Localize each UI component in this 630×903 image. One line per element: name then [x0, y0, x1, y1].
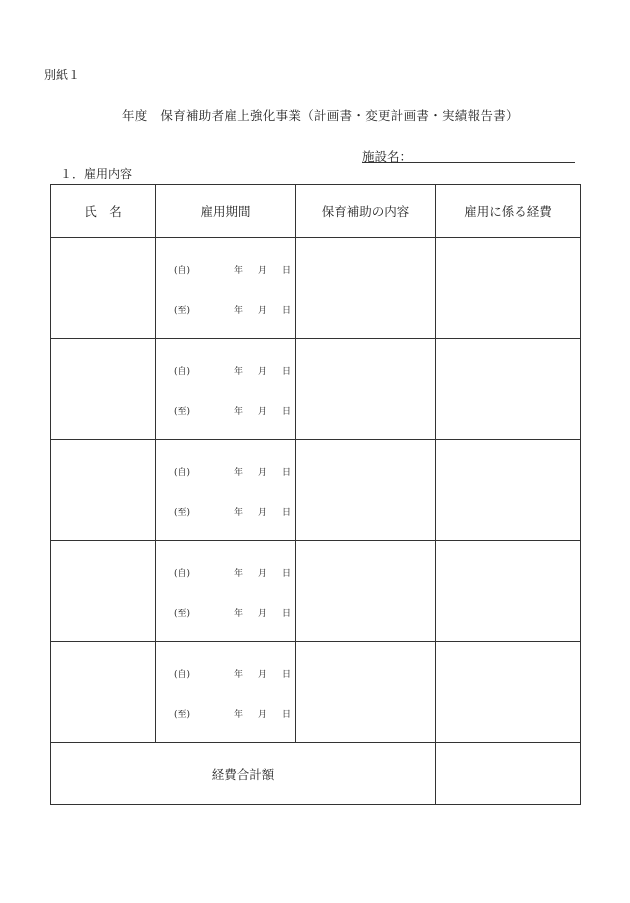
table-row — [51, 642, 581, 743]
period-to-month: 月 — [258, 710, 268, 720]
period-to-year: 年 — [234, 710, 244, 720]
header-period: 雇用期間 — [156, 185, 296, 238]
period-to-year: 年 — [234, 306, 244, 316]
period-to-year: 年 — [234, 609, 244, 619]
table-header-row — [51, 185, 581, 238]
employment-period-cell[interactable] — [156, 440, 296, 541]
period-from-year: 年 — [234, 670, 244, 680]
employee-name-cell[interactable] — [51, 339, 156, 440]
employment-cost-cell[interactable] — [436, 238, 581, 339]
employment-period-cell[interactable] — [156, 642, 296, 743]
period-to-month: 月 — [258, 306, 268, 316]
period-from-marker: (自) — [174, 569, 191, 579]
assistance-content-cell[interactable] — [296, 238, 436, 339]
period-block — [156, 238, 295, 338]
employee-name-cell[interactable] — [51, 440, 156, 541]
table-row — [51, 238, 581, 339]
employee-name-cell[interactable] — [51, 642, 156, 743]
period-block — [156, 642, 295, 742]
period-block — [156, 440, 295, 540]
period-block — [156, 339, 295, 439]
header-name: 氏 名 — [51, 185, 156, 238]
period-from-month: 月 — [258, 367, 268, 377]
employment-cost-cell[interactable] — [436, 541, 581, 642]
period-from-year: 年 — [234, 367, 244, 377]
period-from-day: 日 — [282, 367, 292, 377]
total-row — [51, 743, 581, 805]
period-from-day: 日 — [282, 569, 292, 579]
period-to-month: 月 — [258, 407, 268, 417]
assistance-content-cell[interactable] — [296, 642, 436, 743]
period-from-marker: (自) — [174, 670, 191, 680]
employment-table — [50, 184, 581, 805]
employment-period-cell[interactable] — [156, 238, 296, 339]
header-content: 保育補助の内容 — [296, 185, 436, 238]
table-row — [51, 541, 581, 642]
assistance-content-cell[interactable] — [296, 440, 436, 541]
employee-name-cell[interactable] — [51, 541, 156, 642]
facility-name-field[interactable] — [362, 146, 575, 163]
period-to-day: 日 — [282, 508, 292, 518]
period-from-marker: (自) — [174, 266, 191, 276]
period-to-marker: (至) — [174, 609, 191, 619]
period-from-year: 年 — [234, 266, 244, 276]
period-from-month: 月 — [258, 266, 268, 276]
period-to-marker: (至) — [174, 306, 191, 316]
total-amount-cell[interactable] — [436, 743, 581, 805]
employment-cost-cell[interactable] — [436, 339, 581, 440]
table-row — [51, 339, 581, 440]
period-from-day: 日 — [282, 670, 292, 680]
period-from-month: 月 — [258, 670, 268, 680]
document-title: 年度 保育補助者雇上強化事業（計画書・変更計画書・実績報告書） — [122, 108, 519, 123]
employment-cost-cell[interactable] — [436, 440, 581, 541]
period-to-month: 月 — [258, 508, 268, 518]
employee-name-cell[interactable] — [51, 238, 156, 339]
attachment-label: 別紙１ — [44, 68, 81, 82]
period-to-month: 月 — [258, 609, 268, 619]
total-label: 経費合計額 — [51, 743, 436, 805]
employment-cost-cell[interactable] — [436, 642, 581, 743]
period-to-day: 日 — [282, 407, 292, 417]
period-from-month: 月 — [258, 468, 268, 478]
period-to-day: 日 — [282, 306, 292, 316]
period-to-marker: (至) — [174, 710, 191, 720]
assistance-content-cell[interactable] — [296, 339, 436, 440]
section-heading: １．雇用内容 — [60, 167, 133, 181]
assistance-content-cell[interactable] — [296, 541, 436, 642]
period-from-marker: (自) — [174, 367, 191, 377]
period-to-day: 日 — [282, 609, 292, 619]
period-to-year: 年 — [234, 508, 244, 518]
period-from-year: 年 — [234, 468, 244, 478]
period-from-month: 月 — [258, 569, 268, 579]
period-to-year: 年 — [234, 407, 244, 417]
employment-period-cell[interactable] — [156, 541, 296, 642]
period-to-marker: (至) — [174, 508, 191, 518]
facility-name-label: 施設名： — [362, 149, 413, 164]
header-cost: 雇用に係る経費 — [436, 185, 581, 238]
period-from-marker: (自) — [174, 468, 191, 478]
period-block — [156, 541, 295, 641]
period-to-day: 日 — [282, 710, 292, 720]
period-from-year: 年 — [234, 569, 244, 579]
employment-period-cell[interactable] — [156, 339, 296, 440]
period-from-day: 日 — [282, 468, 292, 478]
period-from-day: 日 — [282, 266, 292, 276]
table-row — [51, 440, 581, 541]
period-to-marker: (至) — [174, 407, 191, 417]
